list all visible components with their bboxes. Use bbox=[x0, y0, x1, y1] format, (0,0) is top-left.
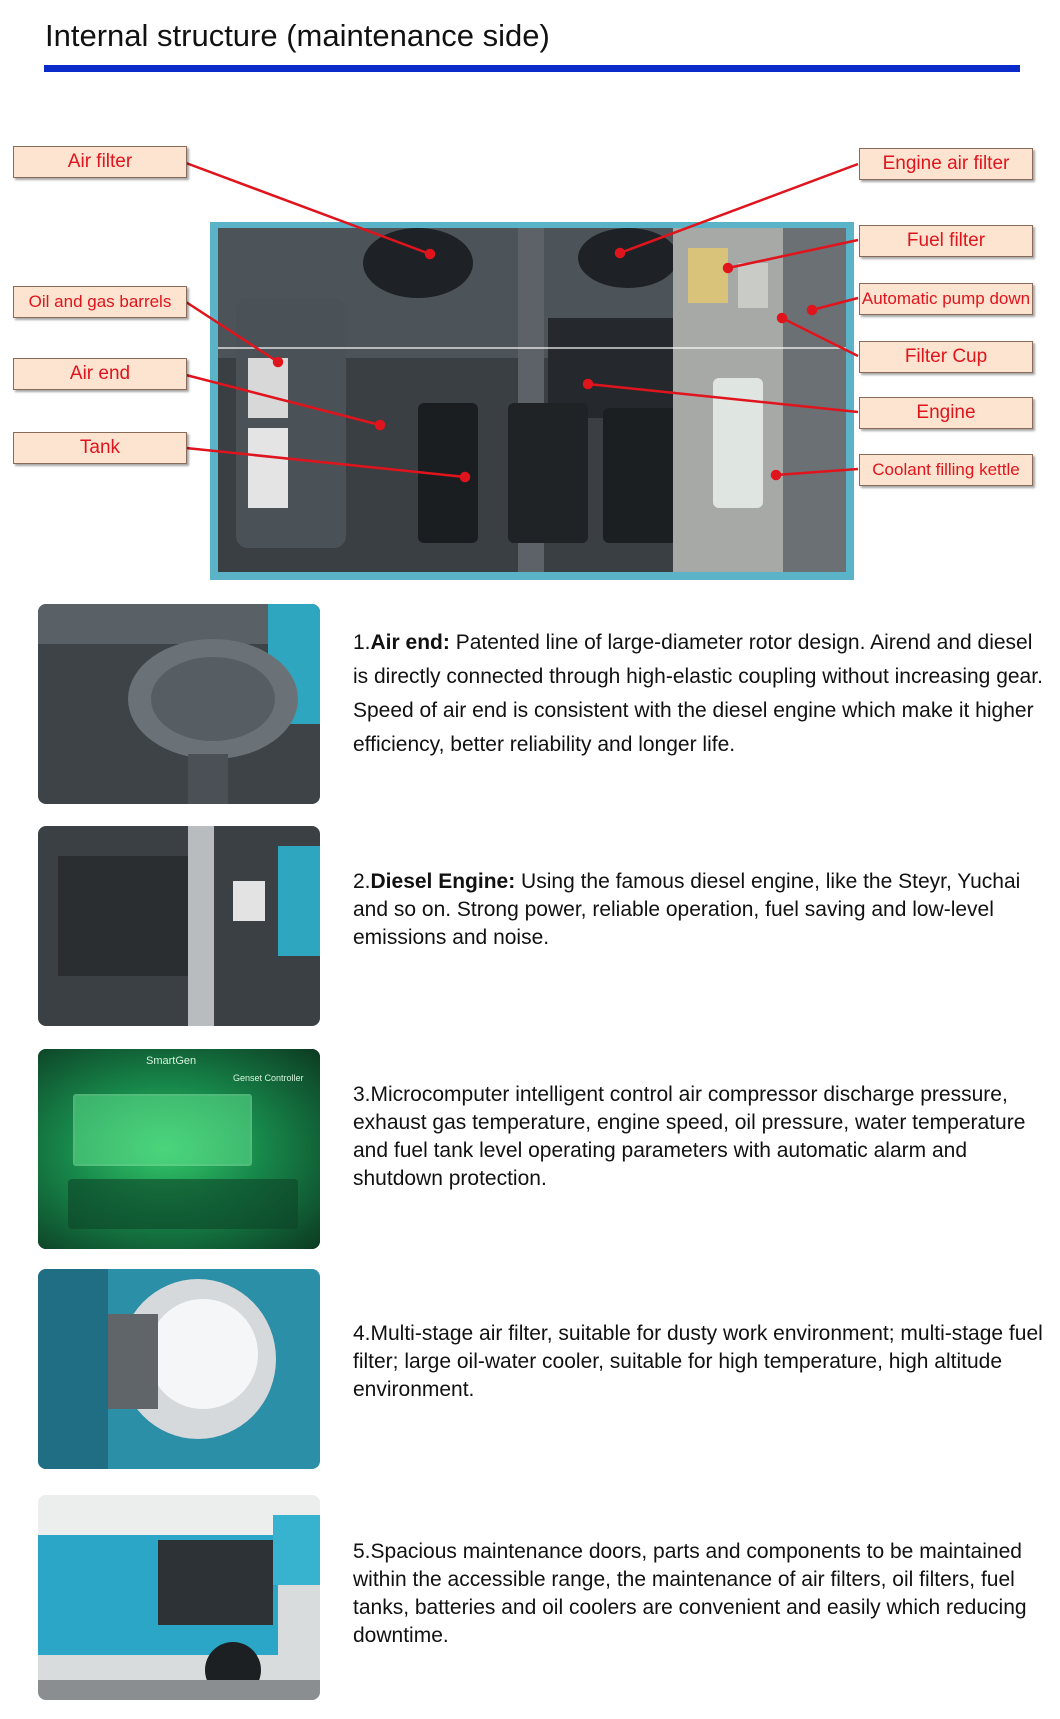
title-underline bbox=[44, 65, 1020, 72]
controller-subtitle: Genset Controller bbox=[233, 1073, 304, 1083]
air-end-photo bbox=[38, 604, 320, 804]
feature-4-text: 4.Multi-stage air filter, suitable for dusty work environment; multi-stage fuel filter; large oil-water cooler, suitable for high temperature, high altitude environment. bbox=[353, 1322, 1043, 1402]
label-coolant-filling-kettle: Coolant filling kettle bbox=[859, 454, 1033, 486]
diesel-engine-photo bbox=[38, 826, 320, 1026]
internal-structure-photo bbox=[210, 222, 854, 580]
label-engine-air-filter: Engine air filter bbox=[859, 148, 1033, 180]
feature-1-text: 1.Air end: Patented line of large-diameter rotor design. Airend and diesel is directly connected through high-elastic coupling without increasing gear. Speed of air end is consistent with the diesel engine which make it higher efficiency, better reliability and longer life. bbox=[353, 631, 1043, 757]
label-engine: Engine bbox=[859, 397, 1033, 429]
feature-5-text: 5.Spacious maintenance doors, parts and components to be maintained within the accessible range, the maintenance of air filters, oil filters, fuel tanks, batteries and oil coolers are convenient and easily which reducing downtime. bbox=[353, 1540, 1027, 1648]
label-filter-cup: Filter Cup bbox=[859, 341, 1033, 373]
feature-3-text: 3.Microcomputer intelligent control air compressor discharge pressure, exhaust gas temperature, engine speed, oil pressure, water temperature and fuel tank level operating parameters with automatic alarm and shutdown protection. bbox=[353, 1083, 1026, 1191]
air-filter-photo bbox=[38, 1269, 320, 1469]
controller-photo bbox=[38, 1049, 320, 1249]
label-fuel-filter: Fuel filter bbox=[859, 225, 1033, 257]
machine-illustration bbox=[218, 228, 846, 572]
page-title: Internal structure (maintenance side) bbox=[45, 18, 550, 53]
compressor-unit-photo bbox=[38, 1495, 320, 1700]
label-automatic-pump-down: Automatic pump down bbox=[859, 283, 1033, 315]
label-air-filter: Air filter bbox=[13, 146, 187, 178]
controller-brand: SmartGen bbox=[146, 1055, 197, 1067]
label-tank: Tank bbox=[13, 432, 187, 464]
feature-2-text: 2.Diesel Engine: Using the famous diesel engine, like the Steyr, Yuchai and so on. Strong power, reliable operation, fuel saving and low-level emissions and noise. bbox=[353, 870, 1021, 950]
label-oil-gas-barrels: Oil and gas barrels bbox=[13, 286, 187, 318]
label-air-end: Air end bbox=[13, 358, 187, 390]
